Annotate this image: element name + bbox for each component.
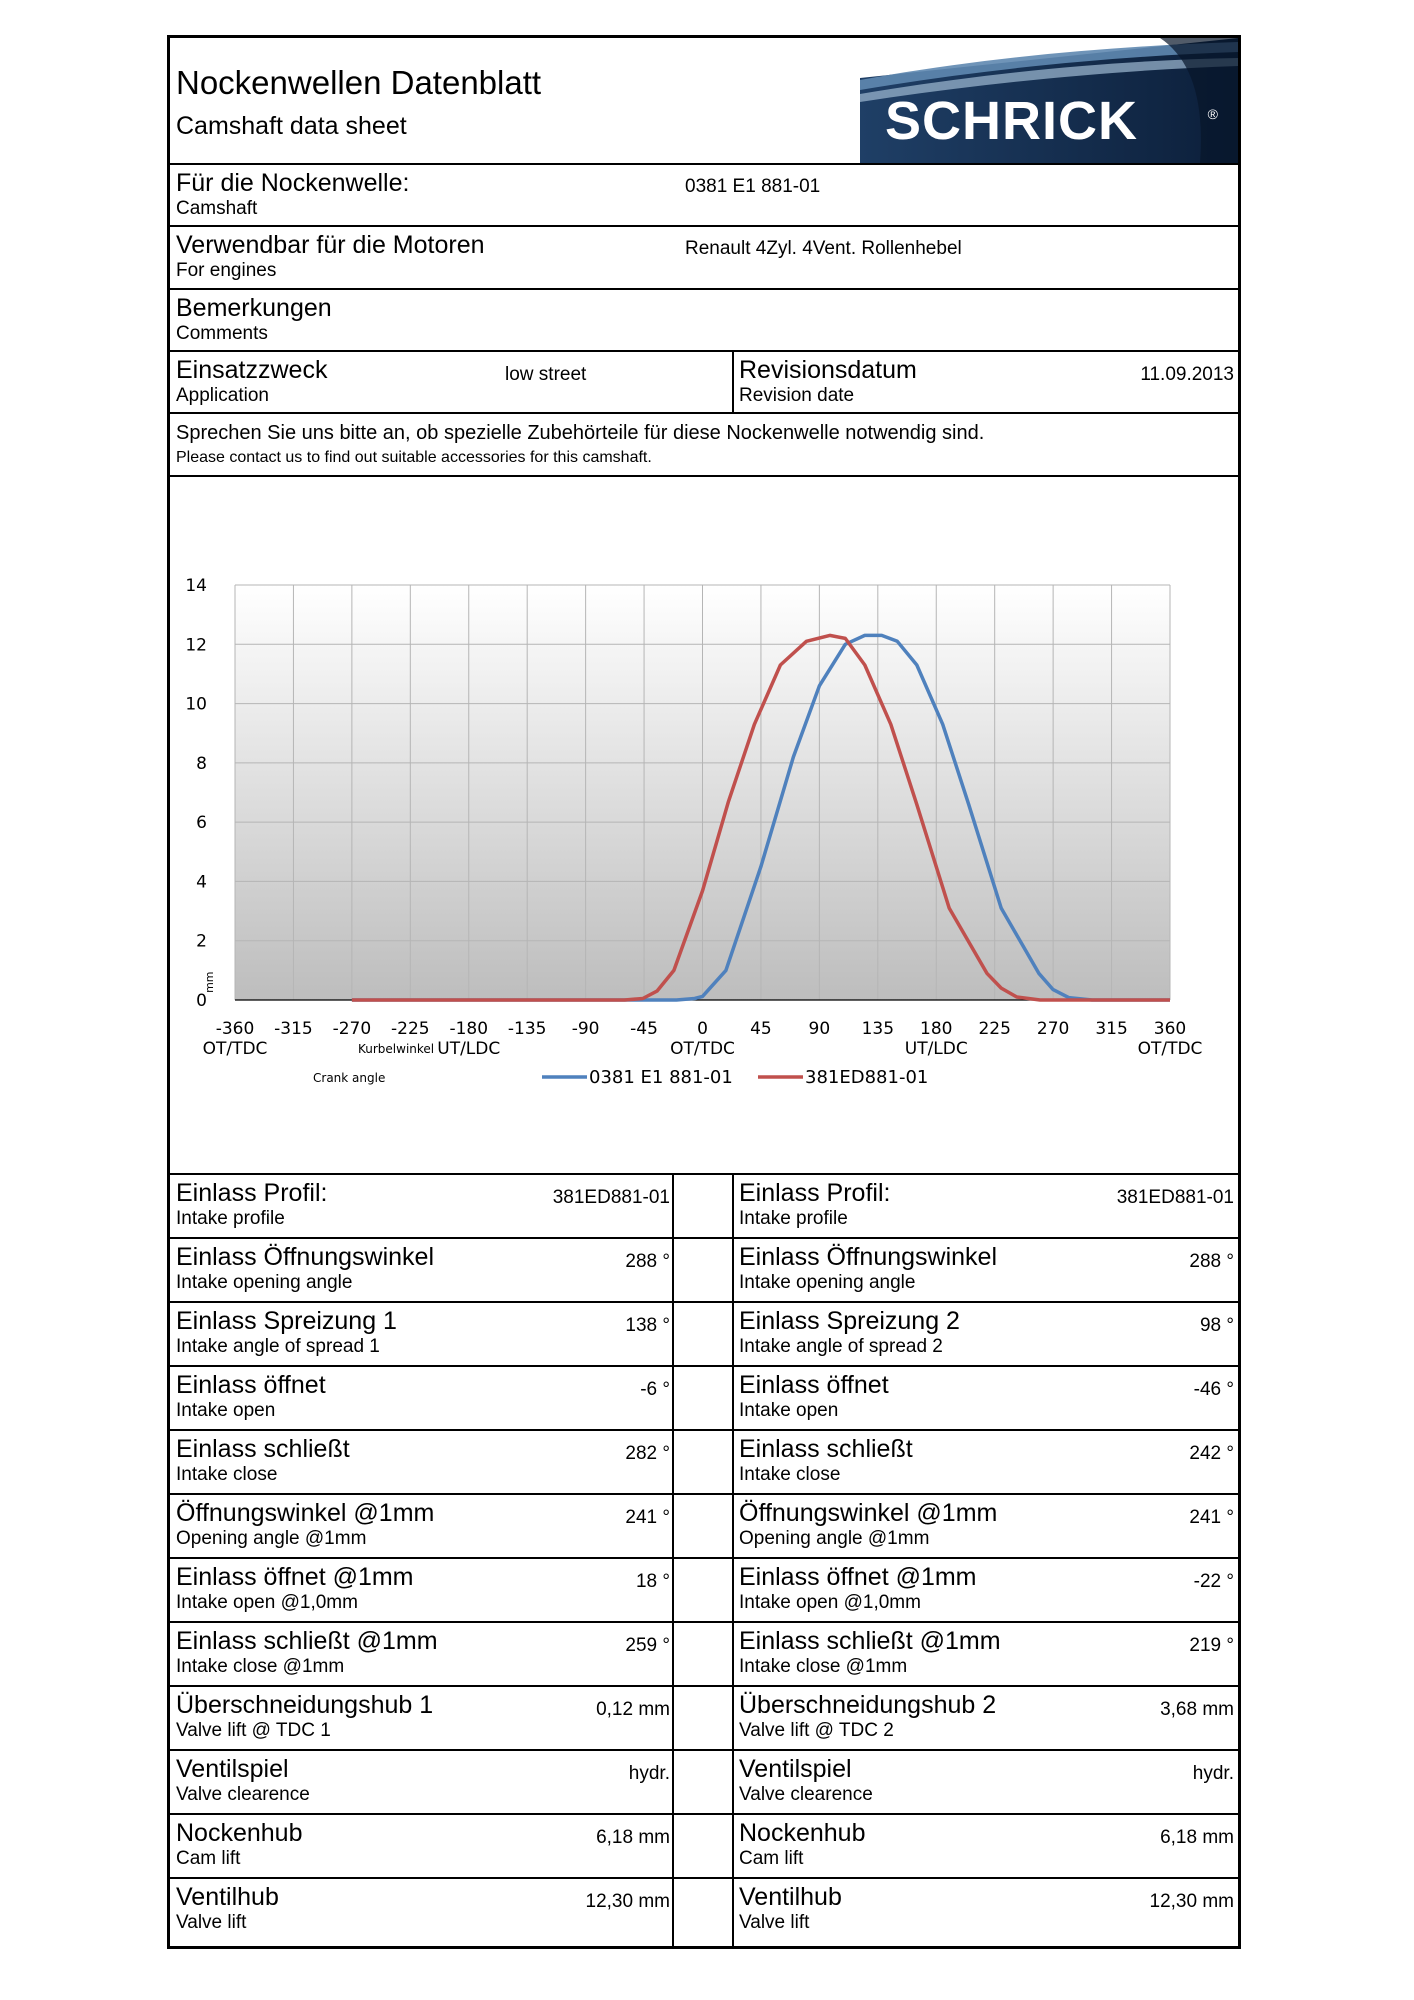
divider: [170, 1877, 1238, 1879]
x-tick-label: -315: [274, 1019, 313, 1039]
intake-label-de: Einlass öffnet: [176, 1371, 326, 1399]
x-tick-label: -360: [215, 1019, 255, 1039]
accessories-note-en: Please contact us to find out suitable accessories for this camshaft.: [176, 449, 652, 466]
x-tick-label: 90: [808, 1019, 831, 1039]
x-mark-label: OT/TDC: [670, 1039, 735, 1059]
divider: [170, 1301, 1238, 1303]
divider: [170, 1685, 1238, 1687]
intake-label-de-2: Einlass öffnet @1mm: [739, 1563, 977, 1591]
intake-value-2: 3,68 mm: [1160, 1699, 1234, 1720]
intake-value-1: -6 °: [640, 1379, 670, 1400]
divider: [170, 350, 1238, 352]
intake-value-1: 241 °: [625, 1507, 670, 1528]
intake-label-en-2: Opening angle @1mm: [739, 1528, 930, 1549]
y-tick-label: 0: [196, 991, 207, 1011]
legend-label: 0381 E1 881-01: [589, 1067, 733, 1088]
camshaft-value: 0381 E1 881-01: [685, 176, 821, 197]
intake-label-en: Intake close: [176, 1464, 278, 1485]
intake-label-en-2: Intake opening angle: [739, 1272, 916, 1293]
intake-value-2: 98 °: [1199, 1315, 1234, 1336]
divider: [170, 1621, 1238, 1623]
intake-label-de-2: Öffnungswinkel @1mm: [739, 1499, 998, 1527]
x-tick-label: -135: [507, 1019, 547, 1039]
intake-label-de-2: Einlass schließt @1mm: [739, 1627, 1001, 1655]
intake-label-en: Intake opening angle: [176, 1272, 353, 1293]
intake-label-en: Cam lift: [176, 1848, 241, 1869]
intake-label-en: Opening angle @1mm: [176, 1528, 367, 1549]
divider: [732, 350, 734, 412]
divider: [170, 1429, 1238, 1431]
intake-label-de-2: Einlass schließt: [739, 1435, 913, 1463]
intake-label-en-2: Intake angle of spread 2: [739, 1336, 943, 1357]
intake-value-2: -46 °: [1193, 1379, 1234, 1400]
x-tick-label: -45: [630, 1019, 658, 1039]
y-tick-label: 8: [196, 753, 207, 774]
x-tick-label: 315: [1095, 1019, 1128, 1039]
y-tick-label: 6: [196, 813, 207, 834]
camshaft-label-de: Für die Nockenwelle:: [176, 169, 410, 197]
intake-value-1: 18 °: [635, 1571, 670, 1592]
x-tick-label: 45: [750, 1019, 772, 1039]
intake-label-en-2: Cam lift: [739, 1848, 804, 1869]
divider: [170, 225, 1238, 227]
datasheet: [167, 35, 1241, 1949]
comments-label-en: Comments: [176, 323, 268, 344]
divider: [170, 1749, 1238, 1751]
legend-label: 381ED881-01: [805, 1067, 929, 1088]
x-axis-label: Kurbelwinkel: [358, 1042, 435, 1056]
x-tick-label: 270: [1036, 1019, 1070, 1039]
intake-value-2: 288 °: [1189, 1251, 1234, 1272]
intake-label-de-2: Einlass Profil:: [739, 1179, 891, 1207]
intake-label-en-2: Intake open: [739, 1400, 839, 1421]
intake-label-de-2: Ventilhub: [739, 1883, 842, 1911]
intake-label-de: Ventilspiel: [176, 1755, 289, 1783]
intake-value-1: 282 °: [625, 1443, 670, 1464]
divider: [170, 1237, 1238, 1239]
intake-label-de: Einlass Profil:: [176, 1179, 328, 1207]
intake-label-en: Intake profile: [176, 1208, 285, 1229]
intake-label-en-2: Valve lift @ TDC 2: [739, 1720, 894, 1741]
intake-label-de-2: Nockenhub: [739, 1819, 866, 1847]
application-label-de: Einsatzzweck: [176, 356, 328, 384]
intake-label-de: Einlass schließt: [176, 1435, 350, 1463]
divider: [732, 1173, 734, 1949]
x-tick-label: 360: [1153, 1019, 1187, 1039]
divider: [170, 1173, 1238, 1175]
chart-svg: [170, 485, 1238, 1171]
divider: [672, 1173, 674, 1949]
application-value: low street: [505, 364, 587, 385]
schrick-logo: [860, 38, 1238, 163]
intake-value-2: 12,30 mm: [1149, 1891, 1234, 1912]
intake-value-1: 288 °: [625, 1251, 670, 1272]
intake-value-2: 6,18 mm: [1160, 1827, 1234, 1848]
intake-value-1: 0,12 mm: [596, 1699, 670, 1720]
intake-label-de-2: Einlass öffnet: [739, 1371, 889, 1399]
intake-label-de: Einlass Öffnungswinkel: [176, 1243, 435, 1271]
x-tick-label: -270: [332, 1019, 372, 1039]
intake-label-de: Überschneidungshub 1: [176, 1691, 434, 1719]
intake-value-2: hydr.: [1192, 1763, 1234, 1784]
divider: [170, 475, 1238, 477]
camshaft-label-en: Camshaft: [176, 198, 258, 219]
revision-label-de: Revisionsdatum: [739, 356, 917, 384]
y-tick-label: 14: [185, 576, 207, 596]
x-tick-label: -225: [391, 1019, 430, 1039]
intake-label-de-2: Einlass Spreizung 2: [739, 1307, 960, 1335]
intake-label-en-2: Valve lift: [739, 1912, 810, 1933]
y-tick-label: 2: [196, 931, 207, 952]
page-subtitle: Camshaft data sheet: [176, 112, 407, 140]
registered-mark: ®: [1207, 106, 1218, 122]
y-tick-label: 4: [196, 872, 207, 893]
intake-value-1: 12,30 mm: [585, 1891, 670, 1912]
x-mark-label: UT/LDC: [437, 1039, 501, 1059]
intake-label-de-2: Überschneidungshub 2: [739, 1691, 997, 1719]
x-tick-label: 135: [861, 1019, 895, 1039]
intake-label-de: Öffnungswinkel @1mm: [176, 1499, 435, 1527]
intake-label-en-2: Valve clearence: [739, 1784, 873, 1805]
intake-label-de: Ventilhub: [176, 1883, 279, 1911]
x-axis-label-en: Crank angle: [313, 1071, 386, 1085]
intake-label-de-2: Ventilspiel: [739, 1755, 852, 1783]
revision-label-en: Revision date: [739, 385, 855, 406]
intake-value-2: 381ED881-01: [1116, 1187, 1234, 1208]
accessories-note-de: Sprechen Sie uns bitte an, ob spezielle Zubehörteile für diese Nockenwelle notwendig sind.: [176, 422, 985, 444]
divider: [170, 163, 1238, 165]
intake-label-en: Intake open: [176, 1400, 276, 1421]
revision-date: 11.09.2013: [1140, 364, 1234, 385]
intake-value-2: 241 °: [1189, 1507, 1234, 1528]
comments-label-de: Bemerkungen: [176, 294, 332, 322]
intake-value-1: 259 °: [625, 1635, 670, 1656]
x-tick-label: 225: [978, 1019, 1011, 1039]
x-tick-label: -180: [449, 1019, 489, 1039]
x-mark-label: OT/TDC: [202, 1039, 268, 1059]
x-tick-label: 0: [697, 1019, 708, 1039]
x-tick-label: -90: [571, 1019, 600, 1039]
intake-label-en: Intake open @1,0mm: [176, 1592, 358, 1613]
x-tick-label: 180: [920, 1019, 953, 1039]
engines-label-en: For engines: [176, 260, 277, 281]
divider: [170, 1813, 1238, 1815]
engines-label-de: Verwendbar für die Motoren: [176, 231, 485, 259]
intake-label-de: Nockenhub: [176, 1819, 303, 1847]
page-title: Nockenwellen Datenblatt: [176, 64, 542, 101]
intake-label-en-2: Intake close @1mm: [739, 1656, 908, 1677]
intake-value-2: 242 °: [1189, 1443, 1234, 1464]
x-mark-label: UT/LDC: [904, 1039, 968, 1059]
engines-value: Renault 4Zyl. 4Vent. Rollenhebel: [685, 238, 962, 259]
intake-label-de: Einlass Spreizung 1: [176, 1307, 397, 1335]
intake-label-en-2: Intake profile: [739, 1208, 848, 1229]
x-mark-label: OT/TDC: [1137, 1039, 1203, 1059]
y-tick-label: 12: [185, 635, 207, 656]
intake-value-1: hydr.: [628, 1763, 670, 1784]
intake-label-en: Intake close @1mm: [176, 1656, 345, 1677]
intake-label-en: Valve lift @ TDC 1: [176, 1720, 331, 1741]
divider: [170, 1493, 1238, 1495]
intake-value-2: -22 °: [1193, 1571, 1234, 1592]
valve-lift-chart: [170, 485, 1238, 1171]
divider: [170, 1557, 1238, 1559]
divider: [170, 1365, 1238, 1367]
y-tick-label: 10: [185, 694, 207, 715]
divider: [170, 412, 1238, 414]
intake-label-en-2: Intake open @1,0mm: [739, 1592, 921, 1613]
intake-label-en-2: Intake close: [739, 1464, 841, 1485]
intake-label-de: Einlass öffnet @1mm: [176, 1563, 414, 1591]
intake-value-1: 138 °: [625, 1315, 670, 1336]
intake-value-2: 219 °: [1189, 1635, 1234, 1656]
intake-label-en: Valve lift: [176, 1912, 247, 1933]
divider: [170, 288, 1238, 290]
intake-label-en: Intake angle of spread 1: [176, 1336, 380, 1357]
intake-value-1: 381ED881-01: [552, 1187, 670, 1208]
intake-label-de-2: Einlass Öffnungswinkel: [739, 1243, 998, 1271]
y-axis-label: mm: [203, 971, 216, 993]
intake-value-1: 6,18 mm: [596, 1827, 670, 1848]
application-label-en: Application: [176, 385, 269, 406]
logo-text: SCHRICK: [885, 91, 1139, 151]
intake-label-en: Valve clearence: [176, 1784, 310, 1805]
intake-label-de: Einlass schließt @1mm: [176, 1627, 438, 1655]
